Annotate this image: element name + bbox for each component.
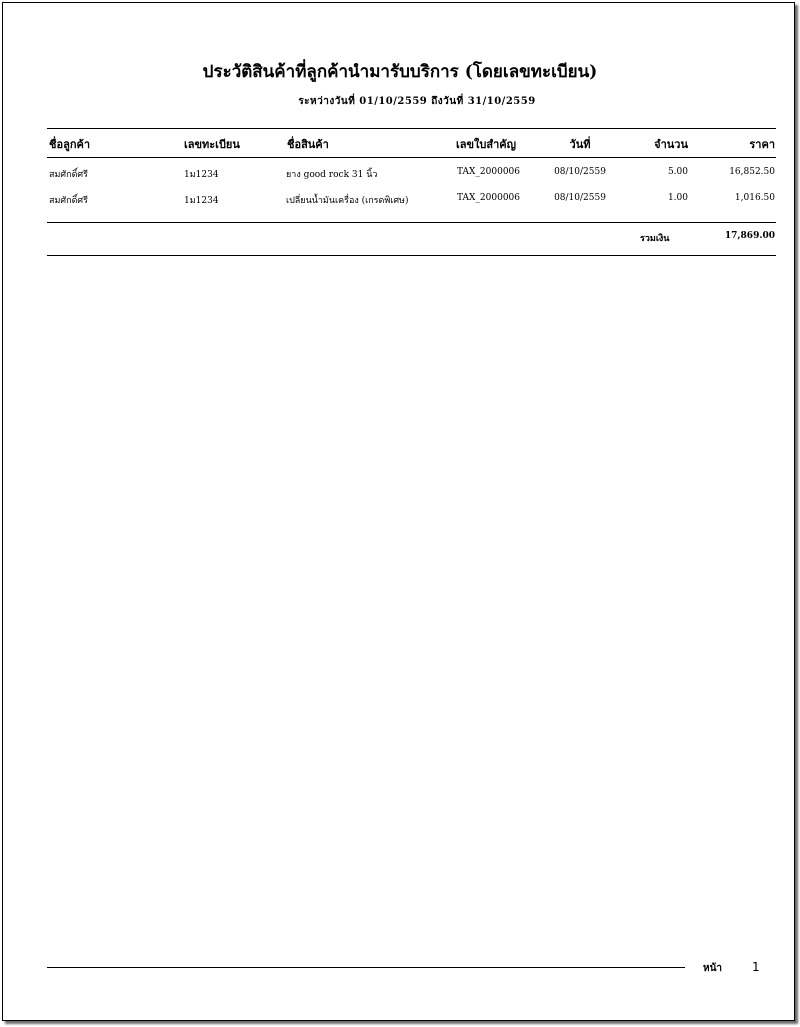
header-date: วันที่	[569, 138, 591, 151]
row1-plate: 1ม1234	[184, 170, 219, 180]
total-label: รวมเงิน	[640, 234, 670, 244]
header-doc-number: เลขใบสำคัญ	[456, 138, 516, 151]
header-price: ราคา	[749, 138, 775, 151]
row2-customer: สมศักดิ์ศรี	[49, 196, 88, 206]
footer-rule	[47, 967, 685, 968]
row2-plate: 1ม1234	[184, 196, 219, 206]
header-customer: ชื่อลูกค้า	[49, 138, 91, 151]
report-title: ประวัติสินค้าที่ลูกค้านำมารับบริการ (โดยเลขทะเบียน)	[202, 62, 598, 82]
total-top-rule	[47, 222, 776, 223]
header-product: ชื่อสินค้า	[287, 138, 329, 151]
report-date-range: ระหว่างวันที่ 01/10/2559 ถึงวันที่ 31/10/2559	[298, 96, 536, 107]
row2-doc-number: TAX_2000006	[457, 193, 520, 203]
row1-price: 16,852.50	[729, 167, 775, 177]
report-page	[2, 2, 795, 1021]
header-quantity: จำนวน	[654, 138, 688, 151]
total-value: 17,869.00	[724, 231, 775, 241]
row2-price: 1,016.50	[734, 193, 775, 203]
row1-product: ยาง good rock 31 นิ้ว	[286, 170, 378, 180]
page-label: หน้า	[703, 963, 723, 974]
row1-doc-number: TAX_2000006	[457, 167, 520, 177]
header-plate: เลขทะเบียน	[184, 138, 240, 151]
row2-product: เปลี่ยนน้ำมันเครื่อง (เกรดพิเศษ)	[286, 196, 409, 206]
row1-customer: สมศักดิ์ศรี	[49, 170, 88, 180]
row2-date: 08/10/2559	[554, 193, 606, 203]
page-number: 1	[752, 960, 760, 974]
row1-quantity: 5.00	[667, 167, 688, 177]
row2-quantity: 1.00	[667, 193, 688, 203]
total-bottom-rule	[47, 255, 776, 256]
header-top-rule	[47, 128, 776, 129]
row1-date: 08/10/2559	[554, 167, 606, 177]
header-bottom-rule	[47, 157, 776, 158]
